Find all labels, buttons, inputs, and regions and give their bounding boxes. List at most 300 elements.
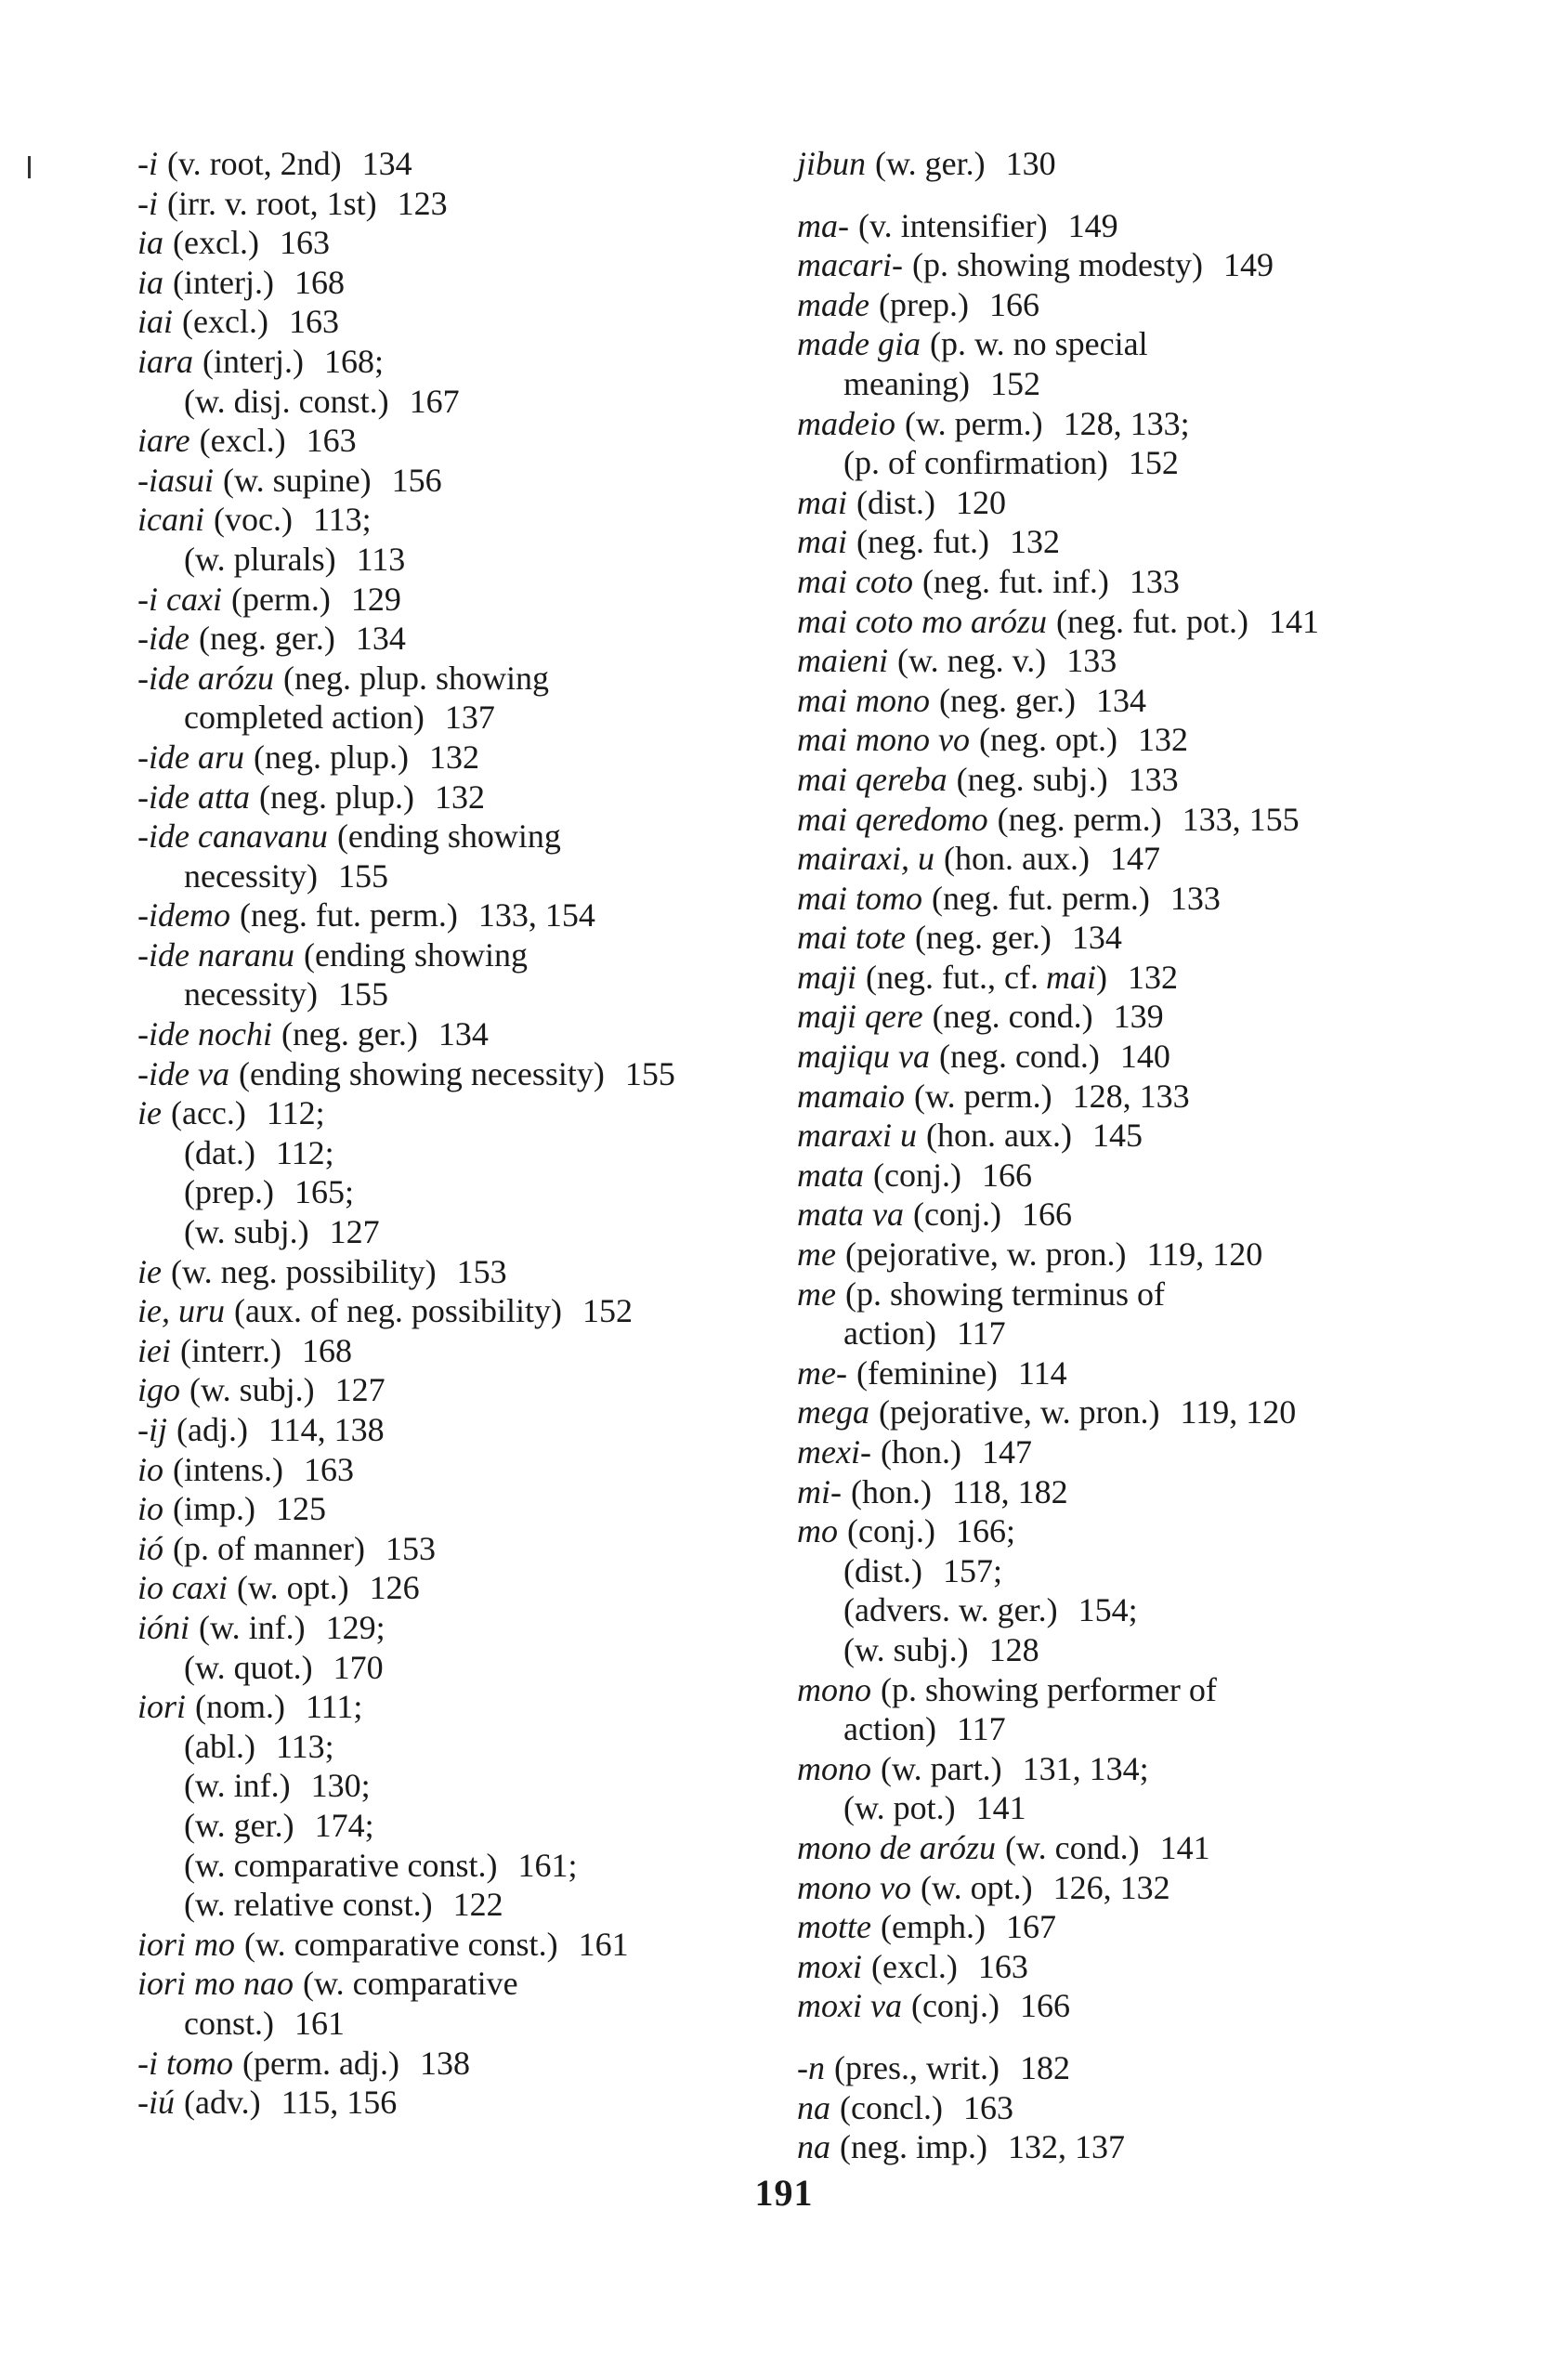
index-entry [797,1907,1319,1947]
index-entry [137,342,675,382]
index-term: iai [137,303,174,341]
index-pages: 163 [288,303,339,341]
index-entry [137,1133,675,1173]
index-pages: 120 [956,483,1006,521]
index-description: (advers. w. ger.) [843,1591,1058,1629]
index-entry [797,839,1319,879]
index-description: (adv.) [184,2084,261,2122]
index-description: (p. showing performer of [881,1670,1217,1708]
index-description: necessity) [184,975,318,1013]
index-description: (neg. plup.) [258,778,414,816]
index-entry [797,1828,1319,1868]
index-entry [797,1511,1319,1551]
index-description: (abl.) [184,1727,255,1765]
index-term: mi- [797,1472,842,1510]
index-description: (interr.) [179,1331,281,1369]
index-description: (neg. ger.) [939,681,1076,719]
index-description: (w. relative const.) [184,1886,433,1924]
index-pages: 166 [1019,1987,1070,2025]
index-pages: 132 [434,778,485,816]
index-entry [797,562,1319,602]
index-pages: 117 [956,1314,1006,1353]
index-description: (neg. cond.) [932,998,1093,1036]
index-pages: 112; [275,1133,334,1171]
index-description: (w. cond.) [1005,1828,1140,1866]
index-pages: 140 [1119,1038,1170,1076]
index-pages: 129 [350,580,401,618]
index-description: (neg. imp.) [840,2128,987,2166]
index-entry [137,1687,675,1727]
index-entry [797,1195,1319,1235]
index-description: (neg. fut. inf.) [921,562,1109,600]
index-entry [797,1590,1319,1630]
index-description: (dist.) [843,1551,922,1589]
index-entry [797,602,1319,642]
index-entry [137,619,675,659]
index-term: mai qeredomo [797,800,988,838]
index-entry [137,1410,675,1450]
index-pages: 170 [333,1648,384,1686]
index-term: mega [797,1393,869,1431]
index-entry [137,698,675,738]
index-description: (interj.) [173,263,274,301]
index-entry [797,144,1319,184]
index-term: macari- [797,246,903,284]
index-entry [137,2044,675,2084]
index-description: (intens.) [173,1450,283,1488]
index-entry [797,1986,1319,2026]
index-pages: 166; [955,1512,1015,1550]
index-pages: 163 [962,2088,1013,2126]
index-term: motte [797,1908,871,1946]
index-pages: 147 [981,1433,1032,1471]
index-description: (w. comparative const.) [244,1925,558,1963]
index-description: (hon. aux.) [926,1117,1072,1155]
index-term: ia [137,263,164,301]
index-entry [137,144,675,184]
index-description: (w. inf.) [184,1767,291,1805]
index-description-close: ) [1095,958,1107,996]
index-pages: 133, 154 [477,896,595,935]
index-pages: 141 [1268,602,1319,640]
index-term: mono [797,1749,871,1787]
index-pages: 137 [444,699,495,737]
index-term: -ide [137,620,189,658]
index-term: iei [137,1331,171,1369]
index-pages: 134 [361,145,412,182]
index-entry [137,1529,675,1569]
index-pages: 122 [452,1886,503,1924]
index-entry [137,1964,675,2004]
index-term: mairaxi, u [797,840,934,878]
index-description: (w. quot.) [184,1648,313,1686]
index-entry [797,1156,1319,1196]
index-pages: 113 [356,540,406,578]
index-pages: 167 [409,382,460,420]
index-pages: 161 [294,2004,345,2042]
index-description: (p. of manner) [173,1529,365,1567]
index-term: me [797,1275,836,1313]
index-entry [797,1709,1319,1749]
index-term: -ide va [137,1054,229,1092]
index-term: maraxi u [797,1117,917,1155]
index-term: -ide aru [137,738,244,776]
index-pages: 133 [1169,879,1221,917]
index-description: (p. of confirmation) [843,444,1108,482]
index-description: (prep.) [878,285,969,323]
index-pages: 165; [294,1173,354,1211]
index-description: (feminine) [856,1353,998,1392]
index-pages: 153 [456,1252,507,1290]
index-pages: 134 [355,620,406,658]
index-pages: 163 [306,422,357,460]
index-pages: 132, 137 [1007,2128,1125,2166]
index-pages: 182 [1019,2048,1070,2086]
index-description: completed action) [184,699,425,737]
index-entry [797,681,1319,721]
index-entry [797,760,1319,800]
index-entry [137,500,675,540]
index-entry [137,1648,675,1688]
index-description: (w. disj. const.) [184,382,389,420]
index-description: (neg. ger.) [914,919,1052,957]
index-entry [797,1630,1319,1670]
index-description: (w. pot.) [843,1789,956,1827]
index-description: (perm. adj.) [242,2044,399,2082]
index-entry [137,1925,675,1965]
page-number: 191 [754,2172,814,2214]
index-entry [137,1212,675,1252]
index-pages: 134 [1095,681,1146,719]
index-entry [797,443,1319,483]
index-term: mexi- [797,1433,871,1471]
index-entry [137,263,675,303]
index-term: -i tomo [137,2044,233,2082]
index-entry [137,1727,675,1767]
index-pages: 152 [1128,444,1179,482]
index-description: (excl.) [182,303,268,341]
index-term: mai tote [797,919,906,957]
index-entry [137,1093,675,1133]
index-term: made gia [797,325,921,363]
index-term: iori mo nao [137,1965,294,2003]
index-description: (conj.) [847,1512,935,1550]
index-term: maji qere [797,998,923,1036]
index-pages: 118, 182 [951,1472,1068,1510]
index-pages: 132 [428,738,479,776]
index-term: iare [137,422,190,460]
index-entry [797,1472,1319,1512]
index-description: (p. showing modesty) [911,246,1203,284]
index-description: (p. w. no special [929,325,1148,363]
index-entry [137,856,675,896]
index-entry [797,958,1319,998]
index-term: mai mono [797,681,930,719]
index-entry [137,1252,675,1292]
index-pages: 141 [975,1789,1026,1827]
index-description: (ending showing [336,817,561,856]
index-term: ie [137,1252,162,1290]
index-term: ie [137,1094,162,1132]
index-pages: 157; [943,1551,1003,1589]
index-pages: 113; [312,501,372,539]
index-term: ie, uru [137,1292,225,1330]
index-description: (w. perm.) [914,1077,1052,1115]
index-entry [137,1370,675,1410]
index-pages: 131, 134; [1022,1749,1149,1787]
index-term: ia [137,224,164,262]
index-description: (w. plurals) [184,540,336,578]
index-entry [137,1885,675,1925]
index-description: const.) [184,2004,274,2042]
index-description: (ending showing [303,935,528,974]
index-term: -i caxi [137,580,222,618]
index-description: (excl.) [173,224,259,262]
index-description: (neg. fut.) [856,523,989,561]
index-pages: 112; [266,1094,325,1132]
index-description: (hon. aux.) [944,840,1090,878]
index-entry [137,1806,675,1846]
index-entry [137,1054,675,1094]
index-description: necessity) [184,856,318,895]
index-pages: 138 [419,2044,470,2082]
index-pages: 166 [1021,1196,1072,1234]
index-entry [797,720,1319,760]
index-pages: 139 [1113,998,1164,1036]
index-term: mo [797,1512,838,1550]
index-pages: 154; [1078,1591,1138,1629]
index-entry [797,1670,1319,1710]
index-term: io caxi [137,1569,228,1607]
index-pages: 153 [385,1529,436,1567]
index-term: maji [797,958,857,996]
index-description: (w. inf.) [199,1608,306,1646]
index-term: -ide arózu [137,659,274,697]
index-description: (aux. of neg. possibility) [234,1292,562,1330]
index-description: (dat.) [184,1133,255,1171]
index-pages: 126 [369,1569,420,1607]
index-pages: 127 [329,1213,380,1251]
index-pages: 163 [303,1450,354,1488]
index-description: (dist.) [856,483,935,521]
index-pages: 132 [1137,721,1188,759]
margin-mark [28,156,31,178]
index-description: (p. showing terminus of [844,1275,1165,1313]
index-pages: 163 [279,224,330,262]
index-entry [797,641,1319,681]
index-term: -n [797,2048,825,2086]
index-term: iori [137,1688,187,1726]
index-entry [797,1037,1319,1077]
index-term: mai coto mo arózu [797,602,1047,640]
index-entry [797,522,1319,562]
index-description: (imp.) [173,1490,255,1528]
index-term: ió [137,1529,164,1567]
index-entry [137,223,675,263]
index-entry [137,895,675,935]
index-entry [797,2048,1319,2088]
index-pages: 134 [438,1015,489,1053]
index-description: (neg. plup.) [253,738,409,776]
index-entry [137,540,675,580]
index-pages: 113; [275,1727,334,1765]
index-description: meaning) [843,364,970,402]
index-description: (neg. ger.) [281,1015,418,1053]
index-pages: 174; [314,1806,374,1844]
index-pages: 155 [337,975,388,1013]
index-description: (v. root, 2nd) [167,145,342,182]
index-description: (w. subj.) [189,1371,315,1409]
index-pages: 141 [1159,1828,1210,1866]
index-description: (ending showing necessity) [238,1054,605,1092]
index-term: me [797,1235,836,1274]
index-term: icani [137,501,204,539]
index-term: mai qereba [797,760,947,798]
index-entry [797,324,1319,364]
index-description: (excl.) [199,422,286,460]
index-entry [137,1291,675,1331]
index-entry [137,1846,675,1886]
index-pages: 134 [1071,919,1122,957]
index-term: -ij [137,1411,167,1448]
index-entry [137,1608,675,1648]
index-description: (pejorative, w. pron.) [844,1235,1127,1274]
index-entry [137,974,675,1014]
index-entry [137,1450,675,1490]
index-term: na [797,2128,830,2166]
index-description: (perm.) [230,580,331,618]
index-description: (pejorative, w. pron.) [878,1393,1160,1431]
index-entry [137,738,675,778]
index-description: (hon.) [851,1472,932,1510]
index-description: (adj.) [176,1411,248,1448]
index-pages: 128, 133 [1072,1077,1190,1115]
index-term: maieni [797,642,888,680]
index-term: mono vo [797,1868,911,1906]
index-term: mamaio [797,1077,905,1115]
index-description: (nom.) [195,1688,285,1726]
index-pages: 161 [578,1925,629,1963]
index-description: (w. subj.) [843,1630,969,1668]
index-term: mata [797,1156,864,1194]
index-entry [797,997,1319,1037]
index-term: majiqu va [797,1038,930,1076]
index-description: (neg. opt.) [978,721,1117,759]
index-entry [137,1172,675,1212]
index-description: (w. comparative [303,1965,518,2003]
index-entry [137,2083,675,2123]
index-entry [797,1314,1319,1353]
index-description: (neg. fut. perm.) [239,896,458,935]
index-description: (w. supine) [223,461,372,499]
index-pages: 152 [581,1292,633,1330]
index-entry [797,1432,1319,1472]
index-pages: 149 [1067,206,1118,244]
index-pages: 129; [325,1608,385,1646]
index-pages: 155 [624,1054,675,1092]
index-pages: 133, 155 [1182,800,1300,838]
index-entry [797,1551,1319,1591]
index-entry [797,800,1319,840]
index-pages: 123 [397,184,448,222]
index-entry [797,483,1319,523]
index-entry [797,285,1319,325]
index-entry [137,778,675,817]
index-pages: 152 [989,364,1040,402]
index-description: (neg. fut. pot.) [1056,602,1248,640]
index-term: moxi [797,1947,862,1985]
index-entry [137,421,675,461]
index-entry [797,1077,1319,1117]
index-description: (pres., writ.) [834,2048,1000,2086]
index-pages: 127 [334,1371,385,1409]
index-description: (w. neg. possibility) [170,1252,437,1290]
index-pages: 145 [1091,1117,1143,1155]
index-term: -ide atta [137,778,250,816]
index-entry [137,382,675,422]
index-term: mai [797,523,847,561]
index-term: mata va [797,1196,904,1234]
index-entry [797,1868,1319,1908]
index-column-right [797,144,1319,2167]
index-pages: 130 [1005,145,1056,182]
index-pages: 128 [988,1630,1039,1668]
index-description: (neg. ger.) [198,620,335,658]
index-entry [797,245,1319,285]
index-pages: 163 [977,1947,1028,1985]
index-description: (w. ger.) [184,1806,294,1844]
index-term: io [137,1490,164,1528]
index-description: (w. perm.) [904,404,1043,442]
index-pages: 114, 138 [268,1411,385,1448]
index-pages: 133 [1128,760,1179,798]
index-description: (concl.) [840,2088,943,2126]
index-description: (neg. fut., cf. [866,958,1039,996]
index-entry [137,2004,675,2044]
index-term: igo [137,1371,181,1409]
index-entry [797,918,1319,958]
index-description: (w. opt.) [920,1868,1033,1906]
index-pages: 132 [1009,523,1060,561]
index-entry [797,2127,1319,2167]
index-description: (emph.) [880,1908,986,1946]
index-description: (acc.) [170,1094,246,1132]
index-term: ma- [797,206,849,244]
index-entry [797,364,1319,404]
index-pages: 126, 132 [1052,1868,1170,1906]
index-pages: 130; [310,1767,371,1805]
index-entry [797,1275,1319,1314]
index-column-left [137,144,675,2123]
index-term: -ide nochi [137,1015,272,1053]
index-pages: 128, 133; [1063,404,1190,442]
index-description-term: mai [1045,958,1096,996]
index-description: (w. part.) [881,1749,1002,1787]
index-term: na [797,2088,830,2126]
index-entry [797,206,1319,246]
index-description: (v. intensifier) [858,206,1048,244]
index-description: (neg. plup. showing [283,659,549,697]
index-description: (w. ger.) [875,145,986,182]
index-entry [137,1331,675,1371]
index-description: (neg. fut. perm.) [932,879,1150,917]
index-term: iara [137,342,194,380]
index-pages: 115, 156 [281,2084,398,2122]
index-description: (irr. v. root, 1st) [167,184,377,222]
index-entry [797,1353,1319,1393]
index-pages: 167 [1005,1908,1056,1946]
index-pages: 117 [956,1710,1006,1748]
